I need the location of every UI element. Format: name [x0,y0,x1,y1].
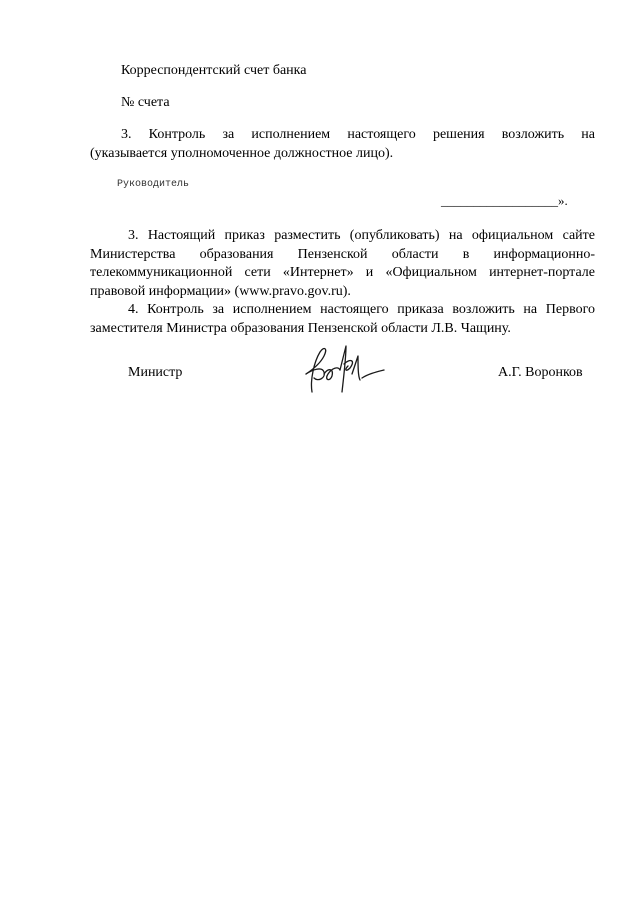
clause-publish-line4: правовой информации» (www.pravo.gov.ru). [90,283,351,299]
head-label: Руководитель [117,179,190,190]
clause-control-order-line2: заместителя Министра образования Пензенской области Л.В. Чащину. [90,320,511,336]
corr-account-field: Корреспондентский счет банка [121,63,307,78]
clause-publish [90,227,595,301]
clause-publish-line1: 3. Настоящий приказ разместить (опубликовать) на официальном сайте [128,228,595,243]
clause-control-decision-line1: 3. Контроль за исполнением настоящего решения возложить на [121,127,595,142]
clause-control-order [90,301,595,338]
account-number-field: № счета [121,95,170,110]
signer-position: Министр [128,365,183,380]
head-signature-blank: __________________». [441,193,568,208]
handwritten-signature-icon [288,340,388,400]
signer-name: А.Г. Воронков [498,365,583,380]
clause-control-decision [90,126,595,163]
clause-publish-line2: Министерства образования Пензенской области в информационно- [90,246,595,262]
clause-publish-line3: телекоммуникационной сети «Интернет» и «Официальном интернет-портале [90,265,595,280]
clause-control-order-line1: 4. Контроль за исполнением настоящего приказа возложить на Первого [128,302,595,317]
clause-control-decision-line2: (указывается уполномоченное должностное лицо). [90,145,394,161]
